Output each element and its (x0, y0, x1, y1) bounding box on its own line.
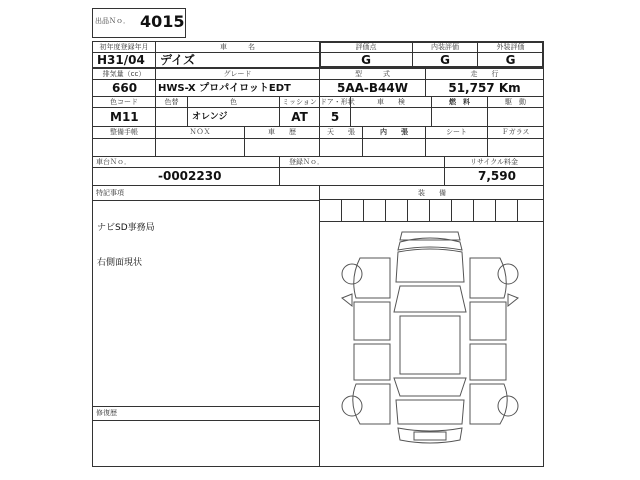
value-chassis: -0002230 (158, 169, 222, 183)
equipment-cell-divider (341, 199, 342, 221)
equipment-cell-divider (451, 199, 452, 221)
repair-top (92, 406, 319, 407)
equipment-grid-top (319, 199, 544, 200)
label-score: 評価点 (355, 43, 377, 51)
value-interior: G (440, 53, 450, 67)
right-front-wheel (498, 264, 518, 284)
label-color: 色 (230, 98, 237, 106)
label-mileage: 走 行 (470, 70, 499, 78)
windshield-outline (394, 286, 466, 312)
row5-col-a (279, 156, 280, 185)
label-exterior: 外装評価 (496, 43, 525, 51)
row2-label-divider (92, 79, 544, 80)
row2-bottom (92, 96, 544, 97)
label-special-notes: 特記事項 (96, 189, 124, 197)
label-history: 車 歴 (268, 128, 296, 136)
value-grade: HWS-X プロパイロットEDT (158, 83, 291, 94)
right-front-fender (470, 258, 506, 298)
row3-bottom (92, 126, 544, 127)
right-rear-wheel (498, 396, 518, 416)
label-fuel: 燃 料 (449, 98, 470, 106)
value-doors: 5 (330, 110, 340, 124)
label-interior-trim: 内 張 (380, 128, 408, 136)
rear-bumper-outline (398, 428, 462, 443)
label-inspection: 車 検 (377, 98, 405, 106)
car-damage-diagram (330, 228, 530, 460)
equipment-grid-bottom (319, 221, 544, 222)
value-color-code: M11 (110, 110, 139, 124)
equipment-cell-divider (495, 199, 496, 221)
rear-hatch-outline (396, 400, 464, 424)
lot-number-value: 4015 (140, 12, 185, 31)
label-car-name: 車 名 (220, 43, 255, 51)
label-recycle: リサイクル料金 (469, 158, 519, 166)
left-rear-wheel (342, 396, 362, 416)
value-exterior: G (505, 53, 516, 67)
equipment-cell-divider (363, 199, 364, 221)
label-roof: 天 張 (327, 128, 355, 136)
label-first-registration: 初年度登録年月 (99, 43, 149, 51)
value-recycle: 7,590 (478, 169, 516, 183)
left-front-door (354, 302, 390, 340)
equipment-cell-divider (517, 199, 518, 221)
label-model: 型 式 (355, 70, 390, 78)
value-displacement: 660 (112, 81, 138, 95)
right-front-door (470, 302, 506, 340)
notes-line-1: ナビSD事務局 (97, 223, 155, 233)
notes-line-2: 右側面現状 (97, 258, 143, 268)
value-first-registration: H31/04 (97, 53, 145, 67)
label-maintenance: 整備手帳 (110, 128, 138, 136)
label-repair-history: 修復歴 (96, 409, 117, 417)
row4-label-divider (92, 138, 544, 139)
label-drive: 駆 動 (505, 98, 526, 106)
label-nox: ＮＯＸ (189, 128, 211, 136)
right-rear-door (470, 344, 506, 380)
label-f-glass: Ｆガラス (501, 128, 530, 136)
right-mirror (508, 294, 518, 306)
row4-bottom (92, 156, 544, 157)
left-mirror (342, 294, 352, 306)
front-grille-outline (400, 232, 460, 240)
label-seat: シート (446, 128, 467, 136)
label-transmission: ミッション (282, 98, 317, 106)
left-rear-door (354, 344, 390, 380)
equipment-cell-divider (407, 199, 408, 221)
label-grade: グレード (223, 70, 252, 78)
rear-glass-outline (394, 378, 466, 396)
notes-header-bottom (92, 200, 319, 201)
equipment-cell-divider (429, 199, 430, 221)
label-interior: 内装評価 (431, 43, 459, 51)
value-transmission: AT (291, 110, 308, 124)
label-displacement: 排気量（cc） (102, 70, 146, 78)
plate-outline (414, 432, 446, 440)
row3-label-divider (92, 107, 544, 108)
hood-outline (396, 249, 464, 282)
value-mileage: 51,757 Km (448, 81, 521, 95)
label-color-change: 色替 (164, 98, 179, 106)
lot-number-label: 出品Ｎｏ． (95, 17, 130, 25)
repair-label-divider (92, 420, 319, 421)
left-front-fender (354, 258, 390, 298)
left-front-wheel (342, 264, 362, 284)
row5-bottom (92, 185, 544, 186)
label-registration: 登録Ｎｏ． (289, 158, 324, 166)
value-car-name: デイズ (160, 53, 196, 67)
row5-label-divider (92, 167, 544, 168)
label-color-code: 色コード (110, 98, 138, 106)
left-rear-fender (353, 384, 390, 424)
roof-outline (400, 316, 460, 374)
value-model: 5AA-B44W (337, 81, 408, 95)
label-chassis: 車台Ｎｏ． (96, 158, 131, 166)
equipment-cell-divider (473, 199, 474, 221)
label-equipment: 装 備 (418, 189, 446, 197)
label-doors: ドア・形状 (320, 98, 355, 106)
notes-divider (319, 185, 320, 467)
equipment-cell-divider (385, 199, 386, 221)
right-rear-fender (470, 384, 507, 424)
value-score: G (361, 53, 371, 67)
value-color: オレンジ (192, 112, 228, 122)
